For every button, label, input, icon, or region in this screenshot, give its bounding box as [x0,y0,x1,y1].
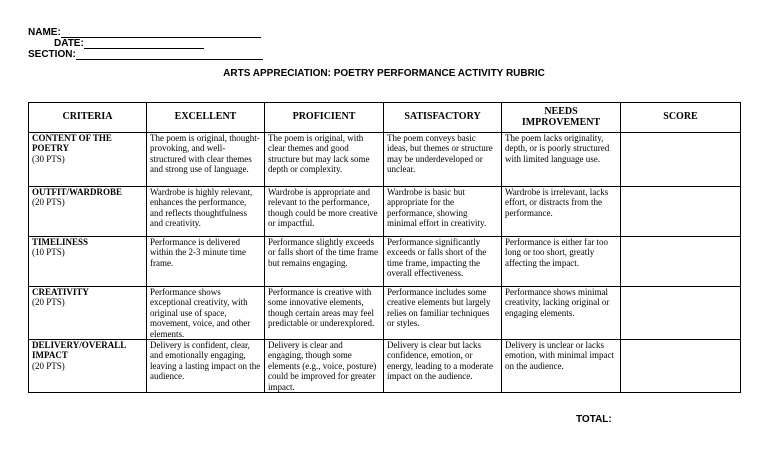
name-field[interactable] [28,27,261,38]
criteria-name: DELIVERY/OVERALL IMPACT [32,340,126,361]
col-header-needs-improvement: NEEDS IMPROVEMENT [502,103,621,133]
criteria-points: (20 PTS) [32,297,65,308]
needs-improvement-cell: The poem lacks originality, depth, or is poorly structured with limited language use. [502,133,621,187]
criteria-name: TIMELINESS [32,237,89,247]
excellent-cell: Performance is delivered within the 2-3 minute time frame. [147,237,265,287]
needs-improvement-cell: Delivery is unclear or lacks emotion, with minimal impact on the audience. [502,340,621,393]
satisfactory-cell: Performance includes some creative elements but largely relies on familiar techniques or styles. [384,287,502,340]
date-field[interactable] [54,38,204,49]
col-header-excellent: EXCELLENT [147,103,265,133]
score-cell[interactable] [621,340,741,393]
satisfactory-cell: The poem conveys basic ideas, but themes or structure may be underdeveloped or unclear. [384,133,502,187]
satisfactory-cell: Wardrobe is basic but appropriate for the performance, showing minimal effort in creativity. [384,187,502,237]
name-line[interactable] [61,28,261,38]
col-header-score: SCORE [621,103,741,133]
criteria-name: CREATIVITY [32,287,89,297]
excellent-cell: Delivery is confident, clear, and emotionally engaging, leaving a lasting impact on the audience. [147,340,265,393]
excellent-cell: The poem is original, thought-provoking, and well-structured with clear themes and strong use of language. [147,133,265,187]
rubric-table [28,102,741,393]
date-line[interactable] [84,39,204,49]
proficient-cell: Wardrobe is appropriate and relevant to the performance, though could be more creative or impactful. [265,187,384,237]
proficient-cell: The poem is original, with clear themes and good structure but may lack some depth or complexity. [265,133,384,187]
excellent-cell: Performance shows exceptional creativity, with original use of space, movement, voice, and other elements. [147,287,265,340]
header-row [29,103,741,133]
score-cell[interactable] [621,287,741,340]
criteria-points: (30 PTS) [32,153,65,164]
rubric-title: ARTS APPRECIATION: POETRY PERFORMANCE ACTIVITY RUBRIC [223,68,545,79]
criteria-cell [29,237,147,287]
table-row [29,133,741,187]
excellent-cell: Wardrobe is highly relevant, enhances the performance, and reflects thoughtfulness and creativity. [147,187,265,237]
satisfactory-cell: Performance significantly exceeds or falls short of the time frame, impacting the overall effectiveness. [384,237,502,287]
date-label: DATE: [54,38,84,49]
table-row [29,340,741,393]
score-cell[interactable] [621,237,741,287]
table-row [29,287,741,340]
criteria-name: OUTFIT/WARDROBE [32,187,123,197]
proficient-cell: Delivery is clear and engaging, though some elements (e.g., voice, posture) could be improved for greater impact. [265,340,384,393]
criteria-points: (20 PTS) [32,197,65,208]
criteria-points: (20 PTS) [32,360,65,371]
col-header-satisfactory: SATISFACTORY [384,103,502,133]
score-cell[interactable] [621,187,741,237]
needs-improvement-cell: Performance shows minimal creativity, lacking original or engaging elements. [502,287,621,340]
section-field[interactable] [28,49,263,60]
needs-improvement-cell: Performance is either far too long or too short, greatly affecting the impact. [502,237,621,287]
section-line[interactable] [76,50,263,60]
criteria-name: CONTENT OF THE POETRY [32,133,112,154]
section-label: SECTION: [28,49,76,60]
criteria-cell [29,340,147,393]
criteria-cell [29,287,147,340]
criteria-cell [29,133,147,187]
needs-improvement-cell: Wardrobe is irrelevant, lacks effort, or distracts from the performance. [502,187,621,237]
score-cell[interactable] [621,133,741,187]
col-header-proficient: PROFICIENT [265,103,384,133]
criteria-cell [29,187,147,237]
satisfactory-cell: Delivery is clear but lacks confidence, emotion, or energy, leading to a moderate impact on the audience. [384,340,502,393]
table-row [29,237,741,287]
criteria-points: (10 PTS) [32,247,65,258]
col-header-criteria: CRITERIA [29,103,147,133]
total-label: TOTAL: [576,414,612,425]
proficient-cell: Performance is creative with some innovative elements, though certain areas may feel predictable or underexplored. [265,287,384,340]
proficient-cell: Performance slightly exceeds or falls short of the time frame but remains engaging. [265,237,384,287]
table-row [29,187,741,237]
name-label: NAME: [28,27,61,38]
